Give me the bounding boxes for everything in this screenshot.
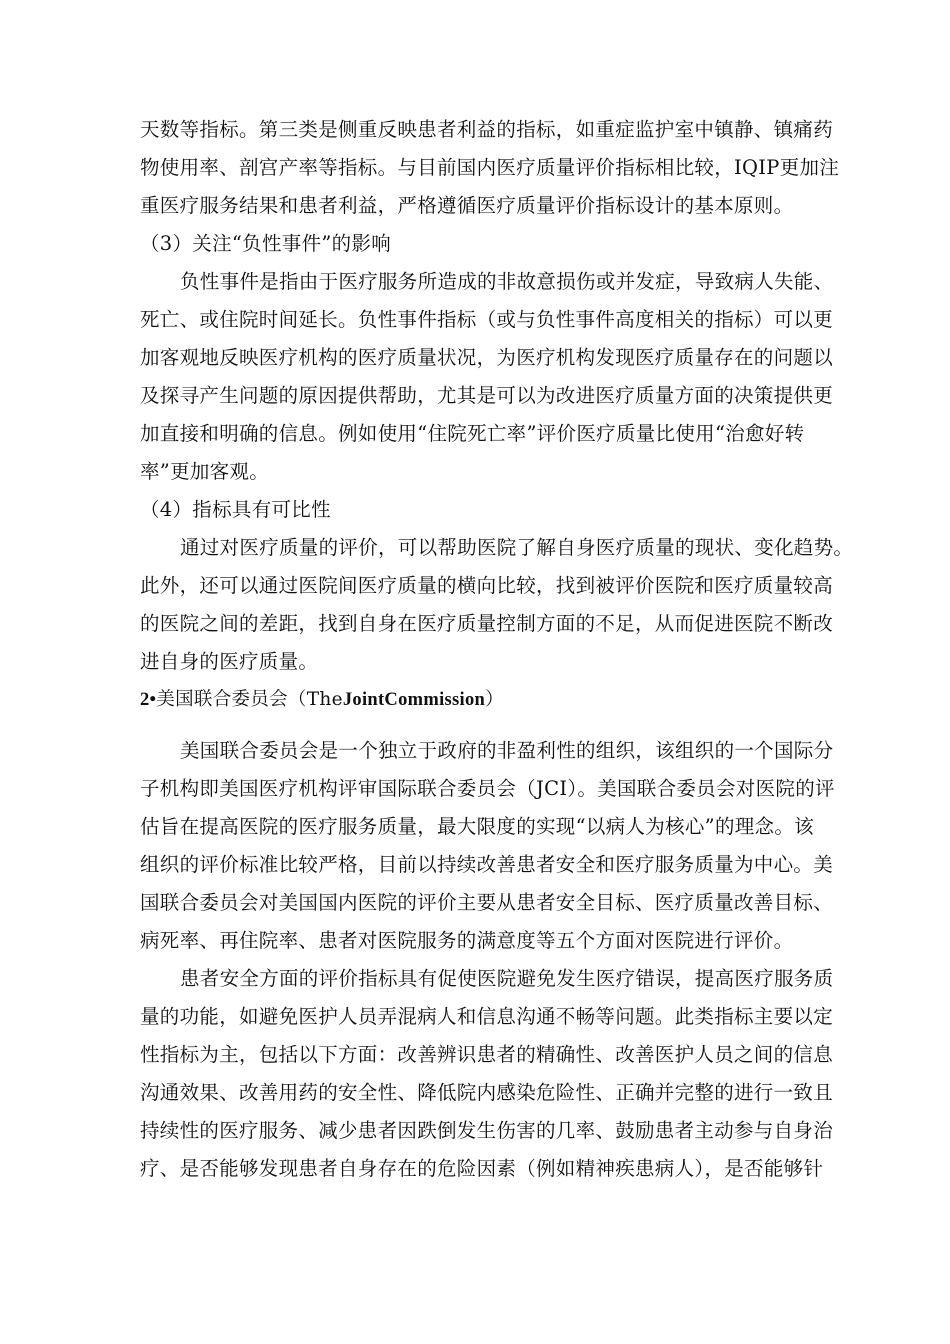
paragraph-line: 患者安全方面的评价指标具有促使医院避免发生医疗错误，提高医疗服务质 — [180, 967, 834, 990]
paragraph-line: 此外，还可以通过医院间医疗质量的横向比较，找到被评价医院和医疗质量较高 — [140, 574, 834, 597]
paragraph-line: 负性事件是指由于医疗服务所造成的非故意损伤或并发症，导致病人失能、 — [180, 270, 834, 293]
paragraph-line: 疗、是否能够发现患者自身存在的危险因素（例如精神疾患病人），是否能够针 — [140, 1157, 824, 1180]
subheading-3: （3）关注“负性事件”的影响 — [140, 232, 392, 255]
paragraph-line: 估旨在提高医院的医疗服务质量，最大限度的实现“以病人为核心”的理念。该 — [140, 815, 814, 838]
paragraph-line: 天数等指标。第三类是侧重反映患者利益的指标，如重症监护室中镇静、镇痛药 — [140, 118, 834, 141]
section-english-prefix: The — [306, 689, 343, 710]
paragraph-line: 重医疗服务结果和患者利益，严格遵循医疗质量评价指标设计的基本原则。 — [140, 194, 794, 217]
paragraph-line: 死亡、或住院时间延长。负性事件指标（或与负性事件高度相关的指标）可以更 — [140, 308, 834, 331]
paragraph-line: 持续性的医疗服务、减少患者因跌倒发生伤害的几率、鼓励患者主动参与自身治 — [140, 1119, 834, 1142]
paragraph-line: 率”更加客观。 — [140, 460, 270, 483]
paragraph-line: 加直接和明确的信息。例如使用“住院死亡率”评价医疗质量比使用“治愈好转 — [140, 422, 805, 445]
paragraph-line: 进自身的医疗质量。 — [140, 650, 319, 673]
paragraph-line: 的医院之间的差距，找到自身在医疗质量控制方面的不足，从而促进医院不断改 — [140, 612, 834, 635]
paragraph-line: 加客观地反映医疗机构的医疗质量状况，为医疗机构发现医疗质量存在的问题以 — [140, 346, 834, 369]
section-title: 美国联合委员会（ — [156, 689, 307, 710]
paragraph-line: 及探寻产生问题的原因提供帮助，尤其是可以为改进医疗质量方面的决策提供更 — [140, 384, 834, 407]
paragraph-line: 组织的评价标准比较严格，目前以持续改善患者安全和医疗服务质量为中心。美 — [140, 853, 834, 876]
paragraph-line: 物使用率、剖宫产率等指标。与目前国内医疗质量评价指标相比较，IQIP更加注 — [140, 156, 840, 179]
paragraph-line: 沟通效果、改善用药的安全性、降低院内感染危险性、正确并完整的进行一致且 — [140, 1081, 834, 1104]
section-number: 2• — [140, 690, 157, 710]
section-close-paren: ） — [485, 689, 504, 710]
paragraph-line: 美国联合委员会是一个独立于政府的非盈利性的组织，该组织的一个国际分 — [180, 739, 834, 762]
paragraph-line: 国联合委员会对美国国内医院的评价主要从患者安全目标、医疗质量改善目标、 — [140, 891, 834, 914]
paragraph-line: 性指标为主，包括以下方面：改善辨识患者的精确性、改善医护人员之间的信息 — [140, 1043, 834, 1066]
paragraph-line: 病死率、再住院率、患者对医院服务的满意度等五个方面对医院进行评价。 — [140, 929, 794, 952]
paragraph-line: 量的功能，如避免医护人员弄混病人和信息沟通不畅等问题。此类指标主要以定 — [140, 1005, 834, 1028]
paragraph-line: 子机构即美国医疗机构评审国际联合委员会（JCI）。美国联合委员会对医院的评 — [140, 777, 835, 800]
paragraph-line: 通过对医疗质量的评价，可以帮助医院了解自身医疗质量的现状、变化趋势。 — [180, 536, 854, 559]
section-english-bold: JointCommission — [342, 690, 486, 710]
subheading-4: （4）指标具有可比性 — [140, 498, 331, 521]
section-heading — [140, 687, 504, 713]
